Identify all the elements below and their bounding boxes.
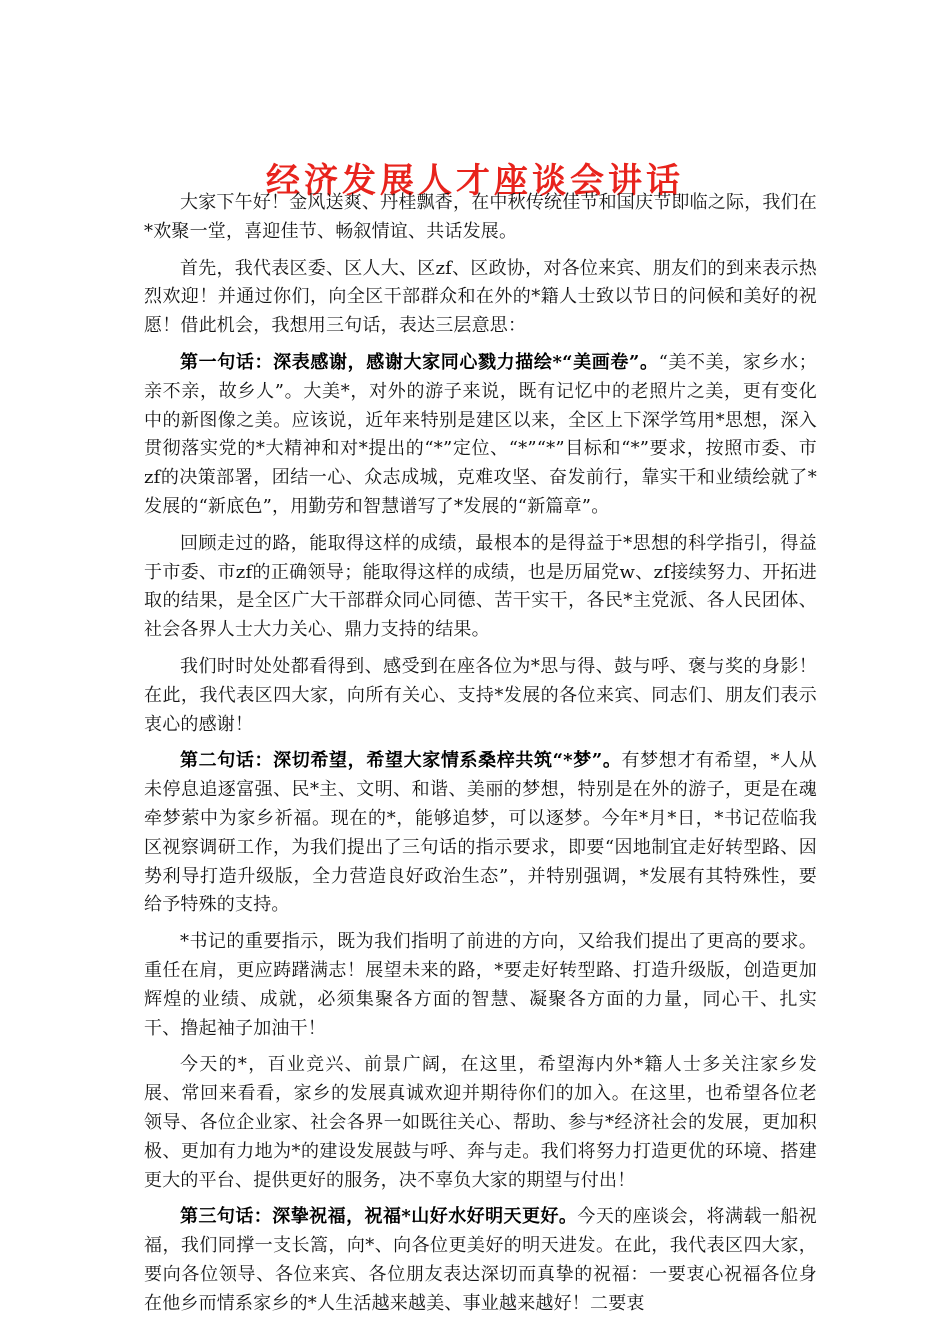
paragraph bbox=[144, 255, 817, 341]
paragraph-heading: 第二句话：深切希望，希望大家情系桑梓共筑“*梦”。 bbox=[180, 750, 622, 772]
document-title: 经济发展人才座谈会讲话 bbox=[266, 160, 684, 201]
paragraph-text: 大家下午好！金风送爽、丹桂飘香，在中秋传统佳节和国庆节即临之际，我们在*欢聚一堂，喜迎佳节、畅叙情谊、共话发展。 bbox=[144, 192, 817, 242]
paragraph-text: 首先，我代表区委、区人大、区zf、区政协，对各位来宾、朋友们的到来表示热烈欢迎！并通过你们，向全区干部群众和在外的*籍人士致以节日的问候和美好的祝愿！借此机会，我想用三句话，表达三层意思： bbox=[144, 257, 817, 337]
paragraph-text: *书记的重要指示，既为我们指明了前进的方向，又给我们提出了更高的要求。重任在肩，更应踌躇满志！展望未来的路，*要走好转型路、打造升级版，创造更加辉煌的业绩、成就，必须集聚各方面的智慧、凝聚各方面的力量，同心干、扎实干、撸起袖子加油干！ bbox=[144, 931, 817, 1039]
paragraph bbox=[144, 189, 817, 247]
paragraph bbox=[144, 653, 817, 739]
paragraph bbox=[144, 1051, 817, 1195]
paragraph-text: “美不美，家乡水；亲不亲，故乡人”。大美*，对外的游子来说，既有记忆中的老照片之美，更有变化中的新图像之美。应该说，近年来特别是建区以来，全区上下深学笃用*思想，深入贯彻落实党的*大精神和对*提出的“*”定位、“*”“*”目标和“*”要求，按照市委、市zf的决策部署，团结一心、众志成城，克难攻坚、奋发前行，靠实干和业绩绘就了*发展的“新底色”，用勤劳和智慧谱写了*发展的“新篇章”。 bbox=[144, 351, 817, 517]
paragraph bbox=[144, 1203, 817, 1318]
paragraph bbox=[144, 349, 817, 522]
paragraph-text: 今天的座谈会，将满载一船祝福，我们同撑一支长篙，向*、向各位更美好的明天进发。在此，我代表区四大家，要向各位领导、各位来宾、各位朋友表达深切而真挚的祝福：一要衷心祝福各位身在他乡而情系家乡的*人生活越来越美、事业越来越好！二要衷 bbox=[144, 1206, 818, 1314]
paragraph bbox=[144, 928, 817, 1043]
paragraph bbox=[144, 530, 817, 645]
paragraph bbox=[144, 747, 817, 920]
paragraph-text: 回顾走过的路，能取得这样的成绩，最根本的是得益于*思想的科学指引，得益于市委、市zf的正确领导；能取得这样的成绩，也是历届党w、zf接续努力、开拓进取的结果，是全区广大干部群众同心同德、苦干实干，各民*主党派、各人民团体、社会各界人士大力关心、鼎力支持的结果。 bbox=[144, 532, 817, 641]
document-body bbox=[144, 189, 817, 1326]
paragraph-text: 今天的*，百业竞兴、前景广阔，在这里，希望海内外*籍人士多关注家乡发展、常回来看看，家乡的发展真诚欢迎并期待你们的加入。在这里，也希望各位老领导、各位企业家、社会各界一如既往关心、帮助、参与*经济社会的发展，更加积极、更加有力地为*的建设发展鼓与呼、奔与走。我们将努力打造更优的环境、搭建更大的平台、提供更好的服务，决不辜负大家的期望与付出！ bbox=[144, 1054, 817, 1191]
paragraph-text: 我们时时处处都看得到、感受到在座各位为*思与得、鼓与呼、褒与奖的身影！在此，我代表区四大家，向所有关心、支持*发展的各位来宾、同志们、朋友们表示衷心的感谢！ bbox=[144, 655, 817, 735]
paragraph-text: 有梦想才有希望，*人从未停息追逐富强、民*主、文明、和谐、美丽的梦想，特别是在外的游子，更是在魂牵梦萦中为家乡祈福。现在的*，能够追梦，可以逐梦。今年*月*日，*书记莅临我区视察调研工作，为我们提出了三句话的指示要求，即要“因地制宜走好转型路、因势利导打造升级版，全力营造良好政治生态”，并特别强调，*发展有其特殊性，要给予特殊的支持。 bbox=[144, 750, 817, 916]
paragraph-heading: 第一句话：深表感谢，感谢大家同心戮力描绘*“美画卷”。 bbox=[180, 351, 659, 373]
paragraph-heading: 第三句话：深挚祝福，祝福*山好水好明天更好。 bbox=[180, 1206, 578, 1228]
